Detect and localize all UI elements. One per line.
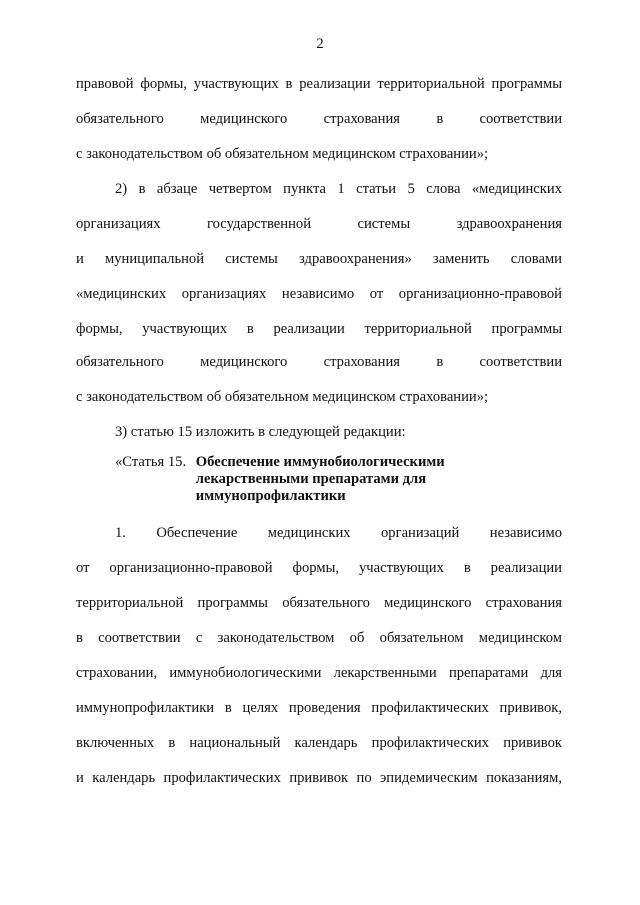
text-line: от организационно-правовой формы, участвующих в реализации — [76, 560, 562, 576]
text-line: с законодательством об обязательном медицинском страховании»; — [76, 146, 489, 162]
text-line: организациях государственной системы здравоохранения — [76, 216, 562, 232]
article-title-line: лекарственными препаратами для — [195, 471, 427, 487]
text-line: правовой формы, участвующих в реализации территориальной программы — [76, 76, 562, 92]
text-line: и календарь профилактических прививок по эпидемическим показаниям, — [76, 770, 562, 786]
text-line: обязательного медицинского страхования в соответствии — [76, 111, 562, 127]
article-heading — [115, 454, 445, 505]
text-line: в соответствии с законодательством об обязательном медицинском — [76, 630, 562, 646]
text-line: «медицинских организациях независимо от организационно-правовой — [76, 286, 562, 302]
text-line: с законодательством об обязательном медицинском страховании»; — [76, 389, 489, 405]
article-title-line: иммунопрофилактики — [195, 488, 346, 504]
text-line: территориальной программы обязательного медицинского страхования — [76, 595, 562, 611]
article-number: «Статья 15. — [115, 454, 187, 470]
text-line: включенных в национальный календарь профилактических прививок — [76, 735, 562, 751]
text-line: 1. Обеспечение медицинских организаций независимо — [115, 525, 562, 541]
text-line: иммунопрофилактики в целях проведения профилактических прививок, — [76, 700, 562, 716]
article-title-line: Обеспечение иммунобиологическими — [195, 454, 445, 470]
text-line: обязательного медицинского страхования в соответствии — [76, 354, 562, 370]
article-title — [196, 454, 445, 505]
text-line: формы, участвующих в реализации территориальной программы — [76, 321, 562, 337]
text-line: 3) статью 15 изложить в следующей редакции: — [115, 424, 406, 440]
text-line: 2) в абзаце четвертом пункта 1 статьи 5 слова «медицинских — [115, 181, 562, 197]
page-number: 2 — [316, 36, 324, 52]
text-line: страховании, иммунобиологическими лекарственными препаратами для — [76, 665, 562, 681]
text-line: и муниципальной системы здравоохранения» заменить словами — [76, 251, 562, 267]
